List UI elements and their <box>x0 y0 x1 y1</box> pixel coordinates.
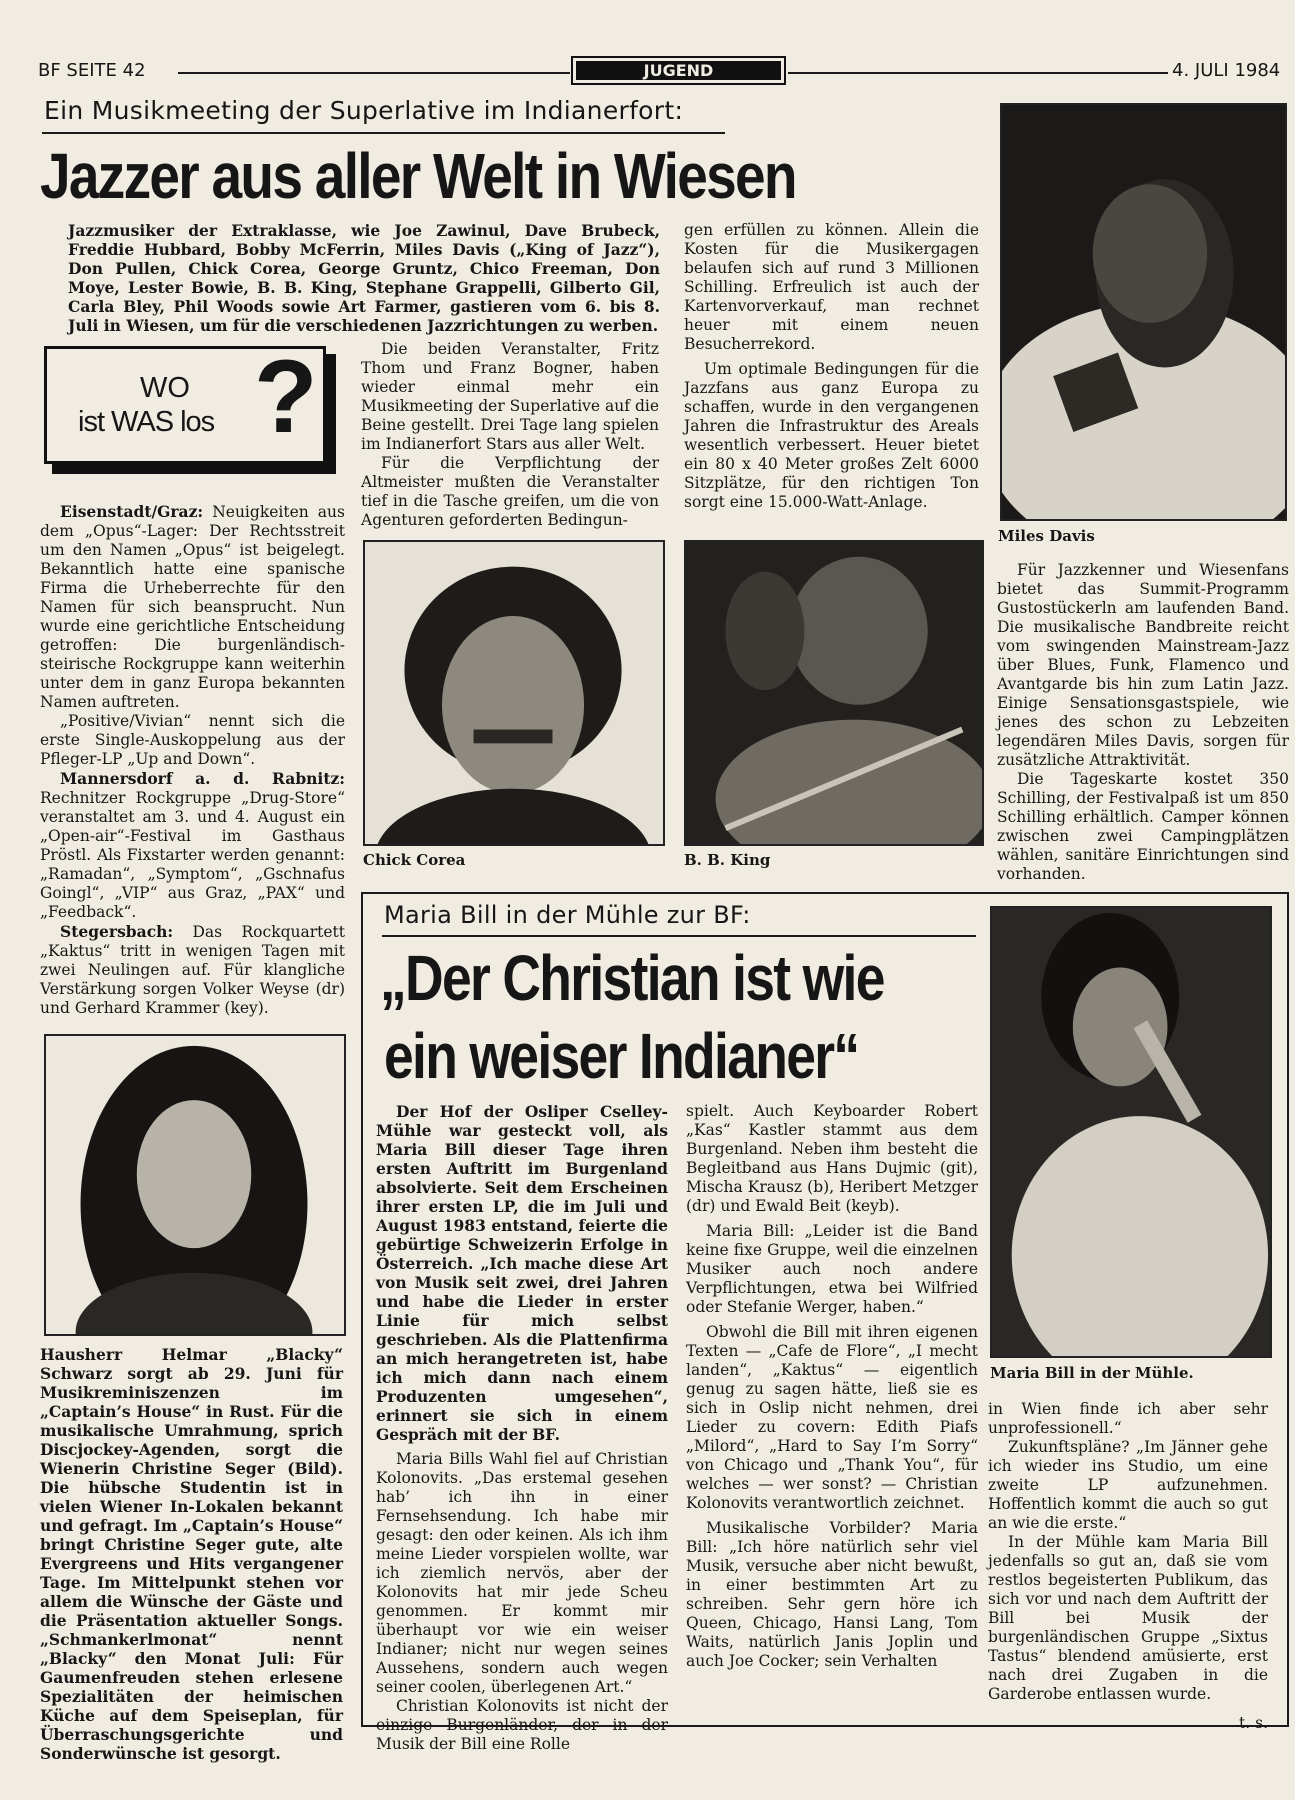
wo-text-p1 <box>40 502 345 712</box>
article2-col3 <box>988 1400 1268 1733</box>
article2-col2-p4: Musikalische Vorbilder? Maria Bill: „Ich höre natürlich sehr viel Musik, versuche aber nicht bewußt, in einer bestimmten Art zu schreiben. Sehr gern höre ich Queen, Chicago, Hansi Lang, Tom Waits, natürlich Janis Joplin und auch Joe Cocker; sein Verhalten <box>686 1519 978 1670</box>
chick-corea-figure <box>365 542 663 844</box>
article2-signature: t. s. <box>1239 1714 1268 1732</box>
maria-bill-photo <box>990 906 1272 1358</box>
article2-kicker-underline <box>382 935 976 937</box>
wo-text-p3-body: Rechnitzer Rockgruppe „Drug-Store“ veranstaltet am 3. und 4. August ein „Open-air“-Festival im Gasthaus Pröstl. Als Fixstarter werden genannt: „Ramadan“, „Symptom“, „Gschnafus Goingl“, „VIP“ aus Graz, „PAX“ und „Feedback“. <box>40 789 345 921</box>
chick-corea-photo <box>363 540 665 846</box>
article2-headline-line1: „Der Christian ist wie <box>380 942 884 1014</box>
article2-headline-line2: ein weiser Indianer“ <box>384 1020 859 1092</box>
wo-text-p4-body: Das Rockquartett „Kaktus“ tritt in wenigen Tagen mit zwei Neulingen auf. Für klangliche Verstärkung sorgen Volker Weyse (dr) und Gerhard Krammer (key). <box>40 923 345 1017</box>
article1-col4 <box>997 561 1289 884</box>
wo-ist-was-los-box <box>44 339 336 474</box>
article2-col2-p2: Maria Bill: „Leider ist die Band keine fixe Gruppe, weil die einzelnen Musiker auch noch andere Verpflichtungen, etwa bei Wilfried oder Stefanie Werger, haben.“ <box>686 1222 978 1316</box>
article2-col1-lead: Der Hof der Osliper Cselley-Mühle war gesteckt voll, als Maria Bill dieser Tage ihren ersten Auftritt im Burgenland absolvierte. Seit dem Erscheinen ihrer ersten LP, die im Juli und August 1983 entstand, feierte die gebürtige Schweizerin Erfolge in Österreich. „Ich mache diese Art von Musik seit zwei, drei Jahren und habe die Lieder in erster Linie für mich selbst geschrieben. Als die Plattenfirma an mich herangetreten ist, habe ich mich dann nach einem Produzenten umgesehen“, erinnert sie sich in einem Gespräch mit der BF. <box>376 1102 668 1444</box>
wo-text-p1-place: Eisenstadt/Graz: <box>60 502 204 521</box>
wo-text-p3-place: Mannersdorf a. d. Rabnitz: <box>60 769 345 788</box>
miles-davis-figure <box>1002 105 1285 519</box>
wo-box-line2: ist WAS los <box>78 406 215 438</box>
section-badge <box>571 56 786 85</box>
wo-text-p1-body: Neuigkeiten aus dem „Opus“-Lager: Der Rechtsstreit um den Namen „Opus“ ist beigelegt. Bekanntlich hatte eine spanische Firma die Urheberrechte für den Namen für sich beansprucht. Nun wurde eine gerichtliche Entscheidung getroffen: Die burgenländisch-steirische Rockgruppe kann weiterhin unter dem in ganz Europa bekannten Namen auftreten. <box>40 503 345 711</box>
article1-col3-p2: Um optimale Bedingungen für die Jazzfans aus ganz Europa zu schaffen, wurde in den vergangenen Jahren die Infrastruktur des Areals wesentlich verbessert. Heuer bietet ein 80 x 40 Meter großes Zelt 6000 Sitzplätze, für den richtigen Ton sorgt eine 15.000-Watt-Anlage. <box>684 360 979 511</box>
article2-kicker: Maria Bill in der Mühle zur BF: <box>384 901 751 929</box>
maria-bill-caption: Maria Bill in der Mühle. <box>990 1364 1194 1382</box>
kicker-underline <box>42 132 725 134</box>
wo-text-p2: „Positive/Vivian“ nennt sich die erste Single-Auskoppelung aus der Pfleger-LP „Up and Down“. <box>40 712 345 768</box>
bb-king-figure <box>686 542 982 844</box>
article1-col2-p2: Für die Verpflichtung der Altmeister mußten die Veranstalter tief in die Tasche greifen, um die von Agenturen geforderten Bedingun- <box>361 454 659 529</box>
maria-bill-figure <box>992 908 1270 1356</box>
miles-davis-photo <box>1000 103 1287 521</box>
chick-corea-caption: Chick Corea <box>363 851 466 869</box>
page-date: 4. JULI 1984 <box>1172 60 1281 81</box>
article1-col4-p2: Die Tageskarte kostet 350 Schilling, der Festivalpaß ist um 850 Schilling erhältlich. Camper können zwischen zwei Campingplätzen wählen, sanitäre Einrichtungen sind vorhanden. <box>997 770 1289 883</box>
miles-davis-caption: Miles Davis <box>998 527 1095 545</box>
article2-col3-p2: Zukunftspläne? „Im Jänner gehe ich wieder ins Studio, um eine zweite LP aufzunehmen. Hoffentlich kommt die auch so gut an wie die erste.“ <box>988 1438 1268 1532</box>
article2-col2 <box>686 1102 978 1671</box>
article2-col1-p2: Maria Bills Wahl fiel auf Christian Kolonovits. „Das erstemal gesehen hab’ ich ihn in einer Fernsehsendung. Ich habe mir gesagt: den oder keinen. Als ich ihm meine Lieder vorspielen wollte, war ich ziemlich nervös, aber der Kolonovits hat mir jede Scheu genommen. Er kommt mir überhaupt vor wie ein weiser Indianer; nicht nur wegen seines Aussehens, sondern auch wegen seiner coolen, überlegenen Art.“ <box>376 1450 668 1696</box>
page-label: BF SEITE 42 <box>38 60 146 81</box>
seger-text: Hausherr Helmar „Blacky“ Schwarz sorgt ab 29. Juni für Musikreminiszenzen im „Captain’s House“ in Rust. Für die musikalische Umrahmung, sprich Discjockey-Agenden, sorgt die Wienerin Christine Seger (Bild). Die hübsche Studentin ist in vielen Wiener In-Lokalen bekannt und gefragt. Im „Captain’s House“ bringt Christine Seger gute, alte Evergreens und Hits vergangener Tage. Im Mittelpunkt stehen vor allem die Wünsche der Gäste und die Präsentation aktueller Songs. „Schmankerlmonat“ nennt „Blacky“ den Monat Juli: Für Gaumenfreuden stehen erlesene Spezialitäten der heimischen Küche auf dem Speiseplan, für Überraschungsgerichte und Sonderwünsche ist gesorgt. <box>40 1345 343 1763</box>
section-label: JUGEND <box>576 61 781 80</box>
article2-col1-p3: Christian Kolonovits ist nicht der einzige Burgenländer, der in der Musik der Bill eine Rolle <box>376 1697 668 1753</box>
article2-col2-p1: spielt. Auch Keyboarder Robert „Kas“ Kastler stammt aus dem Burgenland. Neben ihm besteht die Begleitband aus Hans Dujmic (git), Mischa Krausz (b), Heribert Metzger (dr) und Ewald Beit (keyb). <box>686 1102 978 1215</box>
article1-kicker: Ein Musikmeeting der Superlative im Indianerfort: <box>44 96 684 125</box>
header-rule-left <box>178 72 570 74</box>
article2-col3-p1: in Wien finde ich aber sehr unprofessionell.“ <box>988 1400 1268 1437</box>
christine-seger-photo <box>44 1034 346 1336</box>
bb-king-caption: B. B. King <box>684 851 771 869</box>
christine-seger-figure <box>46 1036 344 1334</box>
wo-text-p3 <box>40 769 345 922</box>
wo-box-line1: WO <box>140 372 190 404</box>
article2-col2-p3: Obwohl die Bill mit ihren eigenen Texten — „Cafe de Flore“, „I mecht landen“, „Kaktus“ — eigentlich genug zu sagen hätte, ließ sie es sich in Oslip nicht nehmen, drei Lieder zu covern: Edith Piafs „Milord“, „Hard to Say I’m Sorry“ von Chicago und „Thank You“, für welches — wer sonst? — Christian Kolonovits verantwortlich zeichnet. <box>686 1323 978 1512</box>
question-mark-icon: ? <box>254 339 318 455</box>
article1-col2 <box>361 340 659 530</box>
article1-col3 <box>684 221 979 512</box>
wo-text-p4-place: Stegersbach: <box>60 922 174 941</box>
article1-headline: Jazzer aus aller Welt in Wiesen <box>40 140 796 212</box>
bb-king-photo <box>684 540 984 846</box>
article1-col4-p1: Für Jazzkenner und Wiesenfans bietet das Summit-Programm Gustostückerln am laufenden Band. Die musikalische Bandbreite reicht vom swingenden Mainstream-Jazz über Blues, Funk, Flamenco und Avantgarde bis hin zum Latin Jazz. Einige Sensationsgastspiele, wie jenes des schon zu Lebzeiten legendären Miles Davis, sorgen für zusätzliche Attraktivität. <box>997 561 1289 769</box>
article1-lead: Jazzmusiker der Extraklasse, wie Joe Zawinul, Dave Brubeck, Freddie Hubbard, Bobby McFerrin, Miles Davis („King of Jazz“), Don Pullen, Chick Corea, George Gruntz, Chico Freeman, Don Moye, Lester Bowie, B. B. King, Stephane Grappelli, Gilberto Gil, Carla Bley, Phil Woods sowie Art Farmer, gastieren vom 6. bis 8. Juli in Wiesen, um für die verschiedenen Jazzrichtungen zu werben. <box>68 221 660 335</box>
wo-text <box>40 502 345 1018</box>
wo-text-p4 <box>40 922 345 1018</box>
article2-col1 <box>376 1102 668 1754</box>
article1-col3-p1: gen erfüllen zu können. Allein die Kosten für die Musikergagen belaufen sich auf rund 3 Millionen Schilling. Erfreulich ist auch der Kartenvorverkauf, man rechnet heuer mit einem neuen Besucherrekord. <box>684 221 979 353</box>
article2-col3-p3: In der Mühle kam Maria Bill jedenfalls so gut an, daß sie vom restlos begeisterten Publikum, das sich vor und nach dem Auftritt der Bill bei Musik der burgenländischen Gruppe „Sixtus Tastus“ blendend amüsierte, erst nach drei Zugaben in die Garderobe entlassen wurde. <box>988 1533 1268 1703</box>
article1-col2-p1: Die beiden Veranstalter, Fritz Thom und Franz Bogner, haben wieder einmal mehr ein Musikmeeting der Superlative auf die Beine gestellt. Drei Tage lang spielen im Indianerfort Stars aus aller Welt. <box>361 340 659 453</box>
header-rule-right <box>788 72 1168 74</box>
